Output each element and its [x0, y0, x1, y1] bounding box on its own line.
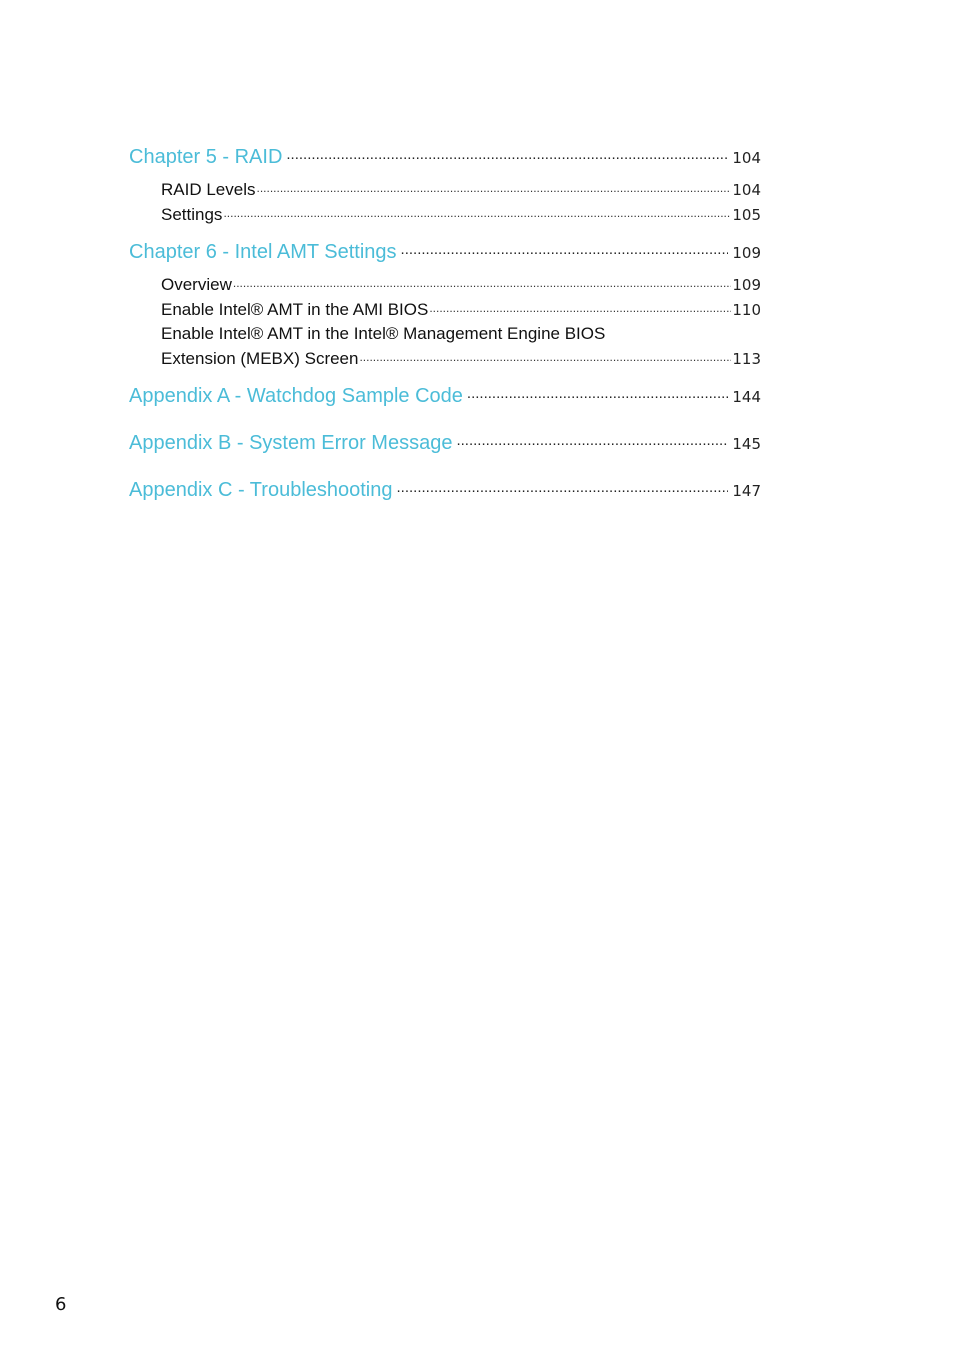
page-number: 6 — [55, 1294, 67, 1315]
toc-entry-page: 104 — [732, 181, 761, 199]
toc-entry-title: Extension (MEBX) Screen — [161, 348, 359, 368]
toc-appendix-b-page: 145 — [732, 435, 761, 453]
toc-chapter-5-entries — [129, 180, 761, 229]
toc-entry-enable-amt-ami-bios[interactable] — [129, 300, 761, 325]
toc-entry-title: Settings — [161, 204, 223, 224]
dot-leader — [429, 303, 731, 315]
toc-appendix-a[interactable] — [129, 385, 761, 432]
toc-chapter-6-page: 109 — [732, 244, 761, 262]
toc-entry-raid-levels[interactable] — [129, 180, 761, 205]
dot-leader — [359, 352, 731, 364]
dot-leader — [397, 481, 729, 496]
toc-chapter-5-title: Chapter 5 - RAID — [129, 146, 283, 168]
toc-entry-enable-amt-mebx-line2[interactable] — [129, 349, 761, 374]
toc-entry-page: 105 — [732, 205, 761, 224]
toc-appendix-a-title: Appendix A - Watchdog Sample Code — [129, 385, 463, 407]
toc-appendix-c-page: 147 — [732, 482, 761, 500]
table-of-contents — [129, 146, 761, 526]
dot-leader — [286, 148, 728, 163]
toc-chapter-6-entries — [129, 275, 761, 373]
toc-appendix-b[interactable] — [129, 432, 761, 479]
toc-entry-settings[interactable] — [129, 205, 761, 230]
toc-appendix-a-page: 144 — [732, 388, 761, 406]
dot-leader — [401, 243, 729, 258]
toc-entry-title: RAID Levels — [161, 180, 256, 199]
toc-chapter-6-title: Chapter 6 - Intel AMT Settings — [129, 241, 397, 263]
toc-entry-page: 109 — [732, 276, 761, 294]
toc-chapter-5-page: 104 — [732, 149, 761, 167]
toc-entry-page: 110 — [732, 300, 761, 319]
toc-appendix-b-title: Appendix B - System Error Message — [129, 432, 453, 454]
toc-appendix-c-title: Appendix C - Troubleshooting — [129, 479, 393, 501]
toc-entry-title: Overview — [161, 275, 232, 294]
dot-leader — [256, 183, 731, 195]
dot-leader — [223, 208, 731, 220]
toc-entry-overview[interactable] — [129, 275, 761, 300]
toc-appendix-c[interactable] — [129, 479, 761, 526]
dot-leader — [456, 434, 728, 449]
toc-chapter-5[interactable] — [129, 146, 761, 180]
toc-chapter-6[interactable] — [129, 241, 761, 275]
toc-entry-title: Enable Intel® AMT in the AMI BIOS — [161, 299, 429, 319]
dot-leader — [233, 278, 732, 290]
toc-entry-title: Enable Intel® AMT in the Intel® Management Engine BIOS — [161, 324, 606, 343]
toc-entry-page: 113 — [732, 349, 761, 368]
toc-entry-enable-amt-mebx-line1[interactable] — [129, 324, 761, 349]
dot-leader — [467, 387, 728, 402]
